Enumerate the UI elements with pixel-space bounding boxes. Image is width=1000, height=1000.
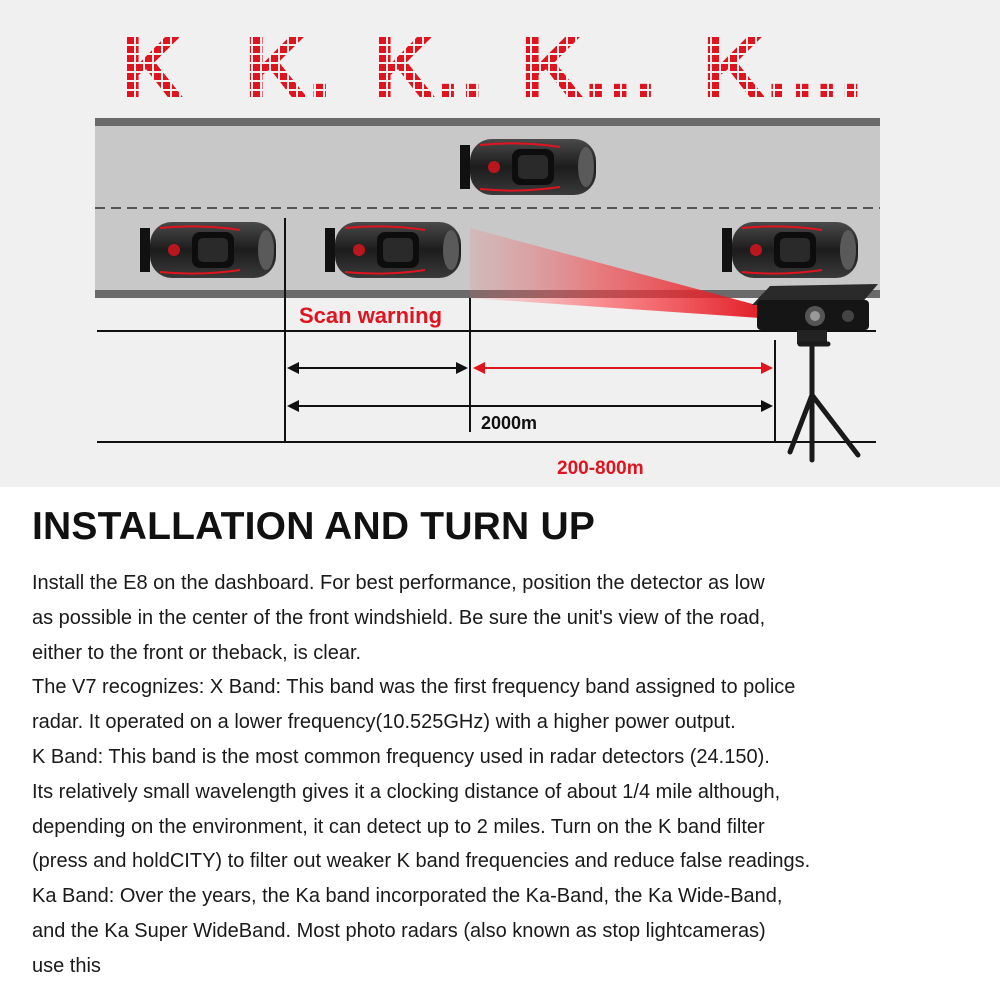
body-line-12: use this xyxy=(32,954,101,977)
body-line-7: Its relatively small wavelength gives it a clocking distance of about 1/4 mile although, xyxy=(32,780,781,803)
range-label: 200-800m xyxy=(557,458,644,479)
car-detected xyxy=(325,222,461,278)
scan-warning-arrow xyxy=(287,362,468,374)
radar-range-illustration xyxy=(0,0,1000,487)
body-line-4: The V7 recognizes: X Band: This band was the first frequency band assigned to police xyxy=(32,676,796,699)
body-line-6: K Band: This band is the most common frequency used in radar detectors (24.150). xyxy=(32,745,770,768)
body-line-3: either to the front or theback, is clear. xyxy=(32,641,362,664)
car-oncoming xyxy=(460,139,596,195)
signal-level-2: K. xyxy=(244,17,332,116)
radar-camera xyxy=(752,284,878,344)
signal-level-indicators xyxy=(120,17,863,116)
car-front xyxy=(722,222,858,278)
body-line-5: radar. It operated on a lower frequency(10.525GHz) with a higher power output. xyxy=(32,711,736,734)
body-line-10: Ka Band: Over the years, the Ka band incorporated the Ka-Band, the Ka Wide-Band, xyxy=(32,885,783,908)
body-line-8: depending on the environment, it can detect up to 2 miles. Turn on the K band filter xyxy=(32,815,765,838)
distance-label: 2000m xyxy=(481,413,538,433)
illustration-canvas xyxy=(0,0,1000,487)
body-line-2: as possible in the center of the front windshield. Be sure the unit's view of the road, xyxy=(32,606,766,629)
article-body xyxy=(32,566,982,984)
car-rear xyxy=(140,222,276,278)
body-line-11: and the Ka Super WideBand. Most photo radars (also known as stop lightcameras) xyxy=(32,919,766,942)
body-line-9: (press and holdCITY) to filter out weaker K band frequencies and reduce false readings. xyxy=(32,850,811,873)
total-distance-arrow xyxy=(287,400,773,412)
signal-level-4: K... xyxy=(520,17,657,116)
scan-warning-label: Scan warning xyxy=(299,303,443,328)
range-arrow xyxy=(473,362,773,374)
signal-level-3: K.. xyxy=(372,17,485,116)
body-line-1: Install the E8 on the dashboard. For best performance, position the detector as low xyxy=(32,572,765,594)
signal-level-5: K.... xyxy=(702,17,864,116)
section-title: INSTALLATION AND TURN UP xyxy=(32,505,596,548)
signal-level-1: K xyxy=(120,17,184,116)
